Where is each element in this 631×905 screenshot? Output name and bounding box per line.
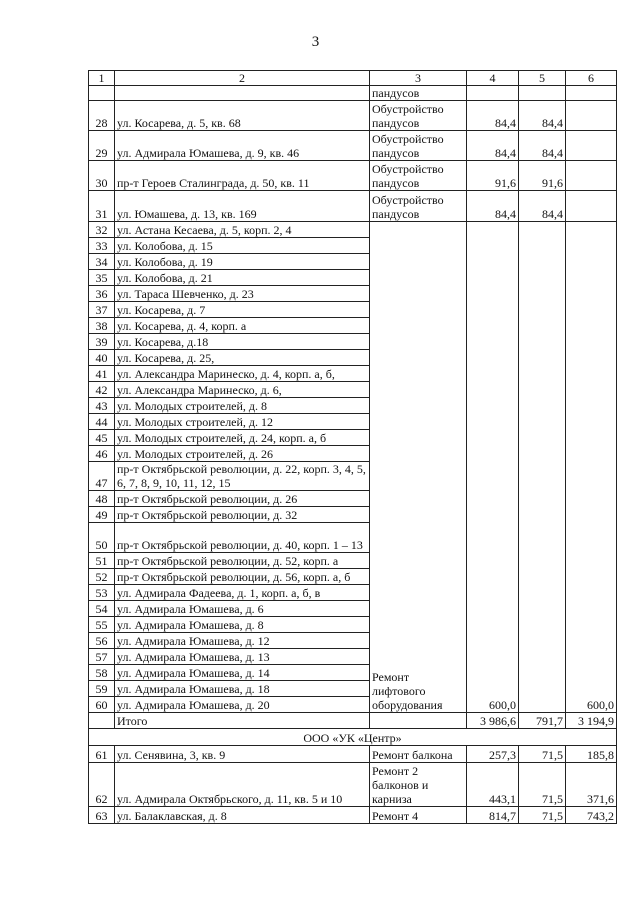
- address-cell: ул. Сенявина, 3, кв. 9: [115, 746, 370, 763]
- value-cell: [519, 86, 566, 101]
- address-cell: ул. Колобова, д. 15: [115, 238, 370, 254]
- address-cell: ул. Адмирала Юмашева, д. 12: [115, 633, 370, 649]
- work-cell: [370, 713, 467, 729]
- row-number: 33: [89, 238, 115, 254]
- continuation-row: [89, 86, 617, 101]
- header-cell: 1: [89, 71, 115, 86]
- row-number: 49: [89, 507, 115, 523]
- table-row: [89, 131, 617, 161]
- row-number: 54: [89, 601, 115, 617]
- row-number: 29: [89, 131, 115, 161]
- row-number: 36: [89, 286, 115, 302]
- row-number: 35: [89, 270, 115, 286]
- section-title: ООО «УК «Центр»: [89, 729, 617, 746]
- value-cell: 71,5: [519, 807, 566, 824]
- address-cell: ул. Адмирала Юмашева, д. 20: [115, 697, 370, 713]
- address-cell: ул. Адмирала Юмашева, д. 6: [115, 601, 370, 617]
- row-number: 38: [89, 318, 115, 334]
- value-cell: 84,4: [467, 191, 519, 222]
- value-cell: 84,4: [467, 101, 519, 131]
- table-row: [89, 222, 617, 238]
- address-cell: ул. Александра Маринеско, д. 6,: [115, 382, 370, 398]
- address-cell: пр-т Октябрьской революции, д. 56, корп. а, б: [115, 569, 370, 585]
- value-cell: 84,4: [519, 191, 566, 222]
- row-number: 55: [89, 617, 115, 633]
- address-cell: ул. Адмирала Юмашева, д. 13: [115, 649, 370, 665]
- address-cell: ул. Адмирала Юмашева, д. 14: [115, 665, 370, 681]
- row-number: 46: [89, 446, 115, 462]
- value-cell: 443,1: [467, 763, 519, 807]
- table-row: [89, 161, 617, 191]
- row-number: 58: [89, 665, 115, 681]
- row-number: 62: [89, 763, 115, 807]
- value-cell: 71,5: [519, 763, 566, 807]
- value-cell: 600,0: [467, 222, 519, 713]
- work-cell: Ремонт 4: [370, 807, 467, 824]
- value-cell: 814,7: [467, 807, 519, 824]
- row-number: 56: [89, 633, 115, 649]
- work-cell: Ремонт балкона: [370, 746, 467, 763]
- table-row: [89, 807, 617, 824]
- value-cell: 91,6: [519, 161, 566, 191]
- address-cell: ул. Адмирала Юмашева, д. 9, кв. 46: [115, 131, 370, 161]
- header-cell: 3: [370, 71, 467, 86]
- value-cell: 371,6: [566, 763, 617, 807]
- row-number: 61: [89, 746, 115, 763]
- address-cell: ул. Молодых строителей, д. 24, корп. а, б: [115, 430, 370, 446]
- row-number: 63: [89, 807, 115, 824]
- repair-table: [88, 70, 617, 824]
- work-cell: Обустройство пандусов: [370, 131, 467, 161]
- value-cell: [519, 222, 566, 713]
- row-number: 48: [89, 491, 115, 507]
- total-label: Итого: [115, 713, 370, 729]
- value-cell: [566, 86, 617, 101]
- row-number: 53: [89, 585, 115, 601]
- table-row: [89, 101, 617, 131]
- row-number: 41: [89, 366, 115, 382]
- address-cell: пр-т Октябрьской революции, д. 22, корп. 3, 4, 5, 6, 7, 8, 9, 10, 11, 12, 15: [115, 462, 370, 491]
- address-cell: ул. Астана Кесаева, д. 5, корп. 2, 4: [115, 222, 370, 238]
- row-number: 40: [89, 350, 115, 366]
- table-row: [89, 746, 617, 763]
- address-cell: пр-т Октябрьской революции, д. 32: [115, 507, 370, 523]
- total-value: 791,7: [519, 713, 566, 729]
- total-row: [89, 713, 617, 729]
- header-row: [89, 71, 617, 86]
- row-number: 32: [89, 222, 115, 238]
- total-value: 3 194,9: [566, 713, 617, 729]
- value-cell: 84,4: [467, 131, 519, 161]
- header-cell: 5: [519, 71, 566, 86]
- address-cell: ул. Косарева, д.18: [115, 334, 370, 350]
- address-cell: ул. Косарева, д. 7: [115, 302, 370, 318]
- row-number: 47: [89, 462, 115, 491]
- row-number: 50: [89, 523, 115, 553]
- work-cell: Обустройство пандусов: [370, 101, 467, 131]
- work-cell: Обустройство пандусов: [370, 191, 467, 222]
- address-cell: ул. Молодых строителей, д. 26: [115, 446, 370, 462]
- address-cell: пр-т Октябрьской революции, д. 40, корп. 1 – 13: [115, 523, 370, 553]
- total-value: 3 986,6: [467, 713, 519, 729]
- table-row: [89, 763, 617, 807]
- header-cell: 2: [115, 71, 370, 86]
- value-cell: [467, 86, 519, 101]
- row-number: 60: [89, 697, 115, 713]
- header-cell: 4: [467, 71, 519, 86]
- address-cell: ул. Косарева, д. 5, кв. 68: [115, 101, 370, 131]
- value-cell: [566, 131, 617, 161]
- address-cell: ул. Александра Маринеско, д. 4, корп. а, б,: [115, 366, 370, 382]
- row-number: [89, 713, 115, 729]
- header-cell: 6: [566, 71, 617, 86]
- address-cell: ул. Косарева, д. 25,: [115, 350, 370, 366]
- value-cell: 71,5: [519, 746, 566, 763]
- address-cell: ул. Юмашева, д. 13, кв. 169: [115, 191, 370, 222]
- value-cell: [566, 161, 617, 191]
- address-cell: ул. Молодых строителей, д. 12: [115, 414, 370, 430]
- value-cell: [566, 101, 617, 131]
- value-cell: 600,0: [566, 222, 617, 713]
- address-cell: ул. Колобова, д. 19: [115, 254, 370, 270]
- row-number: [89, 86, 115, 101]
- value-cell: 84,4: [519, 131, 566, 161]
- row-number: 34: [89, 254, 115, 270]
- address-cell: пр-т Октябрьской революции, д. 26: [115, 491, 370, 507]
- address-cell: пр-т Октябрьской революции, д. 52, корп. а: [115, 553, 370, 569]
- work-cell: пандусов: [370, 86, 467, 101]
- row-number: 42: [89, 382, 115, 398]
- row-number: 44: [89, 414, 115, 430]
- row-number: 37: [89, 302, 115, 318]
- value-cell: 257,3: [467, 746, 519, 763]
- row-number: 59: [89, 681, 115, 697]
- page-number: 3: [311, 34, 320, 50]
- address-cell: ул. Косарева, д. 4, корп. а: [115, 318, 370, 334]
- row-number: 39: [89, 334, 115, 350]
- table-row: [89, 191, 617, 222]
- row-number: 43: [89, 398, 115, 414]
- row-number: 57: [89, 649, 115, 665]
- row-number: 31: [89, 191, 115, 222]
- value-cell: 185,8: [566, 746, 617, 763]
- address-cell: ул. Тараса Шевченко, д. 23: [115, 286, 370, 302]
- address-cell: ул. Молодых строителей, д. 8: [115, 398, 370, 414]
- row-number: 51: [89, 553, 115, 569]
- value-cell: 91,6: [467, 161, 519, 191]
- address-cell: ул. Балаклавская, д. 8: [115, 807, 370, 824]
- work-cell: Ремонт 2 балконов и карниза: [370, 763, 467, 807]
- section-row: [89, 729, 617, 746]
- row-number: 30: [89, 161, 115, 191]
- work-cell: Ремонт лифтового оборудования: [370, 222, 467, 713]
- table-body: [89, 71, 617, 824]
- row-number: 52: [89, 569, 115, 585]
- address-cell: ул. Колобова, д. 21: [115, 270, 370, 286]
- row-number: 45: [89, 430, 115, 446]
- value-cell: [566, 191, 617, 222]
- row-number: 28: [89, 101, 115, 131]
- address-cell: ул. Адмирала Октябрьского, д. 11, кв. 5 и 10: [115, 763, 370, 807]
- address-cell: ул. Адмирала Юмашева, д. 18: [115, 681, 370, 697]
- address-cell: [115, 86, 370, 101]
- address-cell: пр-т Героев Сталинграда, д. 50, кв. 11: [115, 161, 370, 191]
- value-cell: 743,2: [566, 807, 617, 824]
- address-cell: ул. Адмирала Фадеева, д. 1, корп. а, б, в: [115, 585, 370, 601]
- value-cell: 84,4: [519, 101, 566, 131]
- work-cell: Обустройство пандусов: [370, 161, 467, 191]
- address-cell: ул. Адмирала Юмашева, д. 8: [115, 617, 370, 633]
